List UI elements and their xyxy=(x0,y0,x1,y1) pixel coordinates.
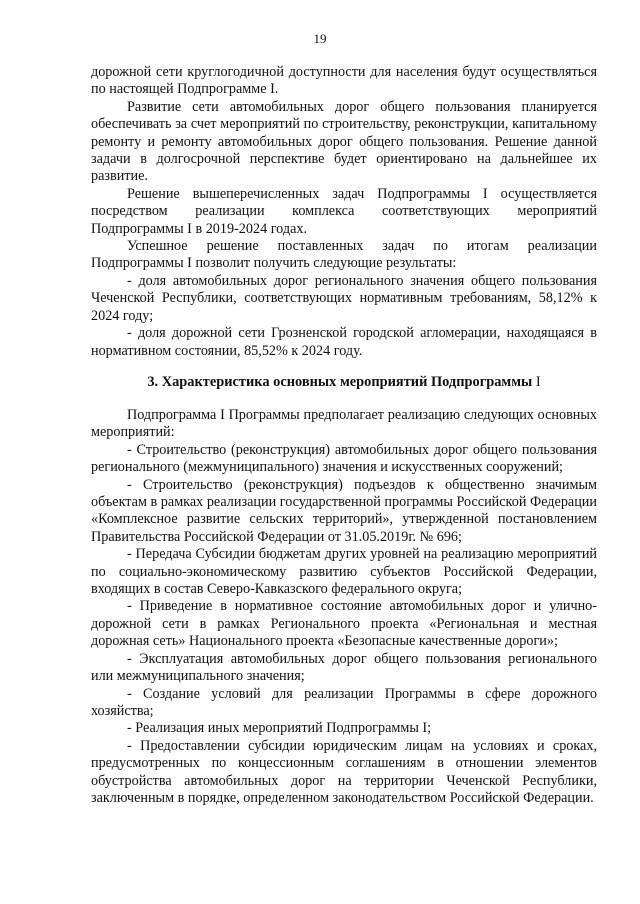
section-heading xyxy=(91,374,597,391)
paragraph: Решение вышеперечисленных задач Подпрограммы I осуществляется посредством реализации комплекса соответствующих мероприятий Подпрограммы I в 2019-2024 годах. xyxy=(91,185,597,237)
page-number: 19 xyxy=(313,31,327,46)
list-item: - Реализация иных мероприятий Подпрограммы I; xyxy=(127,720,432,737)
list-item: - Приведение в нормативное состояние автомобильных дорог и улично-дорожной сети в рамках Регионального проекта «Региональная и местная дорожная сеть» Национального проекта «Безопасные качественные дороги»; xyxy=(91,598,597,650)
section-intro xyxy=(91,64,597,360)
section-heading-text: 3. Характеристика основных мероприятий Подпрограммы xyxy=(147,374,533,390)
result-item: - доля дорожной сети Грозненской городской агломерации, находящаяся в нормативном состоянии, 85,52% к 2024 году. xyxy=(91,325,597,359)
paragraph: дорожной сети круглогодичной доступности для населения будут осуществляться по настоящей Подпрограмме I. xyxy=(91,64,597,98)
list-item: - Предоставлении субсидии юридическим лицам на условиях и сроках, предусмотренных по концессионным соглашениям в отношении элементов обустройства автомобильных дорог на территории Чеченской Республики, заключенным в порядке, определенном законодательством Российской Федерации. xyxy=(91,737,597,806)
paragraph: Подпрограмма I Программы предполагает реализацию следующих основных мероприятий: xyxy=(91,407,597,441)
list-item: - Создание условий для реализации Программы в сфере дорожного хозяйства; xyxy=(91,685,597,719)
list-item: - Передача Субсидии бюджетам других уровней на реализацию мероприятий по социально-экономическому развитию субъектов Российской Федерации, входящих в состав Северо-Кавказского федерального округа; xyxy=(91,546,597,598)
result-item: - доля автомобильных дорог регионального значения общего пользования Чеченской Республики, соответствующих нормативным требованиям, 58,12% к 2024 году; xyxy=(91,272,597,324)
list-item: - Строительство (реконструкция) автомобильных дорог общего пользования регионального (межмуниципального) значения и искусственных сооружений; xyxy=(91,441,597,476)
section-heading-suffix: I xyxy=(535,374,541,390)
list-item: - Строительство (реконструкция) подъездов к общественно значимым объектам в рамках реализации государственной программы Российской Федерации «Комплексное развитие сельских территорий», утвержденной постановлением Правительства Российской Федерации от 31.05.2019г. № 696; xyxy=(91,476,597,545)
paragraph: Развитие сети автомобильных дорог общего пользования планируется обеспечивать за счет мероприятий по строительству, реконструкции, капитальному ремонту и ремонту автомобильных дорог общего пользования. Решение данной задачи в долгосрочной перспективе будет ориентировано на дальнейшее их развитие. xyxy=(91,98,597,185)
list-item: - Эксплуатация автомобильных дорог общего пользования регионального или межмуниципального значения; xyxy=(91,650,597,685)
section-activities xyxy=(91,407,597,807)
paragraph: Успешное решение поставленных задач по итогам реализации Подпрограммы I позволит получить следующие результаты: xyxy=(91,238,597,272)
